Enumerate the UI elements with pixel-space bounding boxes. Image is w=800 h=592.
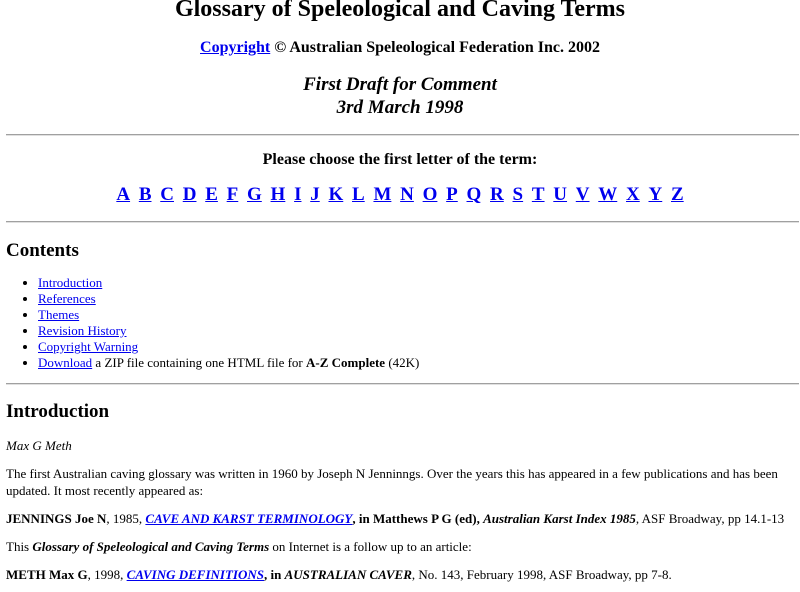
draft-line-2: 3rd March 1998 bbox=[336, 97, 464, 118]
ref-tail: , No. 143, February 1998, ASF Broadway, pp 7-8. bbox=[411, 567, 672, 582]
letter-link-d[interactable]: D bbox=[182, 184, 197, 205]
divider bbox=[6, 221, 799, 223]
contents-link-revision-history[interactable]: Revision History bbox=[38, 323, 127, 338]
letter-link-m[interactable]: M bbox=[373, 184, 392, 205]
introduction-heading: Introduction bbox=[6, 401, 110, 422]
ref-year: , 1998, bbox=[87, 567, 127, 582]
download-size: (42K) bbox=[385, 355, 420, 370]
letter-link-s[interactable]: S bbox=[512, 184, 524, 205]
copyright-link[interactable]: Copyright bbox=[200, 39, 271, 56]
ref-source: Australian Karst Index 1985 bbox=[483, 511, 636, 526]
author-line: Max G Meth bbox=[6, 438, 72, 453]
letter-link-u[interactable]: U bbox=[553, 184, 568, 205]
letter-link-c[interactable]: C bbox=[160, 184, 174, 205]
ref-in-text: , in Matthews P G (ed), bbox=[352, 511, 484, 526]
letter-link-f[interactable]: F bbox=[226, 184, 239, 205]
download-bold: A-Z Complete bbox=[306, 355, 386, 370]
copyright-text: © Australian Speleological Federation Inc. 2002 bbox=[270, 39, 600, 56]
letter-link-e[interactable]: E bbox=[205, 184, 218, 205]
letter-link-n[interactable]: N bbox=[400, 184, 414, 205]
ref-title-link[interactable]: CAVE AND KARST TERMINOLOGY bbox=[145, 511, 353, 526]
ref-in-text: , in bbox=[264, 567, 285, 582]
reference-meth bbox=[6, 566, 791, 583]
ref-author: JENNINGS Joe N bbox=[6, 511, 107, 526]
contents-list bbox=[0, 275, 419, 371]
divider bbox=[6, 134, 799, 136]
letter-link-k[interactable]: K bbox=[328, 184, 344, 205]
letter-prompt: Please choose the first letter of the term: bbox=[262, 151, 538, 168]
ref-year: , 1985, bbox=[106, 511, 146, 526]
contents-link-introduction[interactable]: Introduction bbox=[38, 275, 103, 290]
divider bbox=[6, 383, 799, 385]
download-link[interactable]: Download bbox=[38, 355, 93, 370]
list-item bbox=[38, 307, 419, 323]
letter-link-h[interactable]: H bbox=[270, 184, 286, 205]
contents-link-themes[interactable]: Themes bbox=[38, 307, 80, 322]
page-title: Glossary of Speleological and Caving Terms bbox=[174, 0, 626, 22]
letter-link-z[interactable]: Z bbox=[670, 184, 684, 205]
letter-link-l[interactable]: L bbox=[352, 184, 365, 205]
letter-link-w[interactable]: W bbox=[598, 184, 618, 205]
ref-source: AUSTRALIAN CAVER bbox=[284, 567, 412, 582]
contents-link-copyright-warning[interactable]: Copyright Warning bbox=[38, 339, 139, 354]
followup-paragraph bbox=[6, 538, 791, 555]
letter-link-o[interactable]: O bbox=[422, 184, 438, 205]
list-item bbox=[38, 275, 419, 291]
letter-link-r[interactable]: R bbox=[490, 184, 504, 205]
letter-link-y[interactable]: Y bbox=[648, 184, 663, 205]
list-item bbox=[38, 339, 419, 355]
list-item bbox=[38, 291, 419, 307]
download-text: a ZIP file containing one HTML file for bbox=[92, 355, 307, 370]
letter-link-i[interactable]: I bbox=[294, 184, 302, 205]
letter-link-a[interactable]: A bbox=[116, 184, 131, 205]
contents-heading: Contents bbox=[6, 240, 79, 261]
letter-link-t[interactable]: T bbox=[531, 184, 545, 205]
letter-link-g[interactable]: G bbox=[247, 184, 262, 205]
letter-link-j[interactable]: J bbox=[310, 184, 320, 205]
letter-link-q[interactable]: Q bbox=[466, 184, 482, 205]
letter-navigation bbox=[0, 183, 800, 207]
contents-link-references[interactable]: References bbox=[38, 291, 96, 306]
reference-jennings bbox=[6, 510, 791, 527]
copyright-line bbox=[0, 39, 800, 57]
list-item bbox=[38, 323, 419, 339]
followup-post: on Internet is a follow up to an article: bbox=[269, 539, 472, 554]
draft-notice bbox=[0, 73, 800, 119]
ref-title-link[interactable]: CAVING DEFINITIONS bbox=[126, 567, 264, 582]
letter-link-b[interactable]: B bbox=[138, 184, 152, 205]
letter-link-p[interactable]: P bbox=[446, 184, 458, 205]
intro-paragraph: The first Australian caving glossary was written in 1960 by Joseph N Jenninngs. Over the years this has appeared in a few publications and has been updated. It most recently appeared as: bbox=[6, 466, 778, 498]
letter-link-x[interactable]: X bbox=[626, 184, 640, 205]
letter-link-v[interactable]: V bbox=[575, 184, 590, 205]
list-item bbox=[38, 355, 419, 371]
followup-italic: Glossary of Speleological and Caving Terms bbox=[32, 539, 270, 554]
followup-pre: This bbox=[6, 539, 33, 554]
ref-tail: , ASF Broadway, pp 14.1-13 bbox=[635, 511, 785, 526]
draft-line-1: First Draft for Comment bbox=[303, 74, 497, 95]
ref-author: METH Max G bbox=[6, 567, 88, 582]
